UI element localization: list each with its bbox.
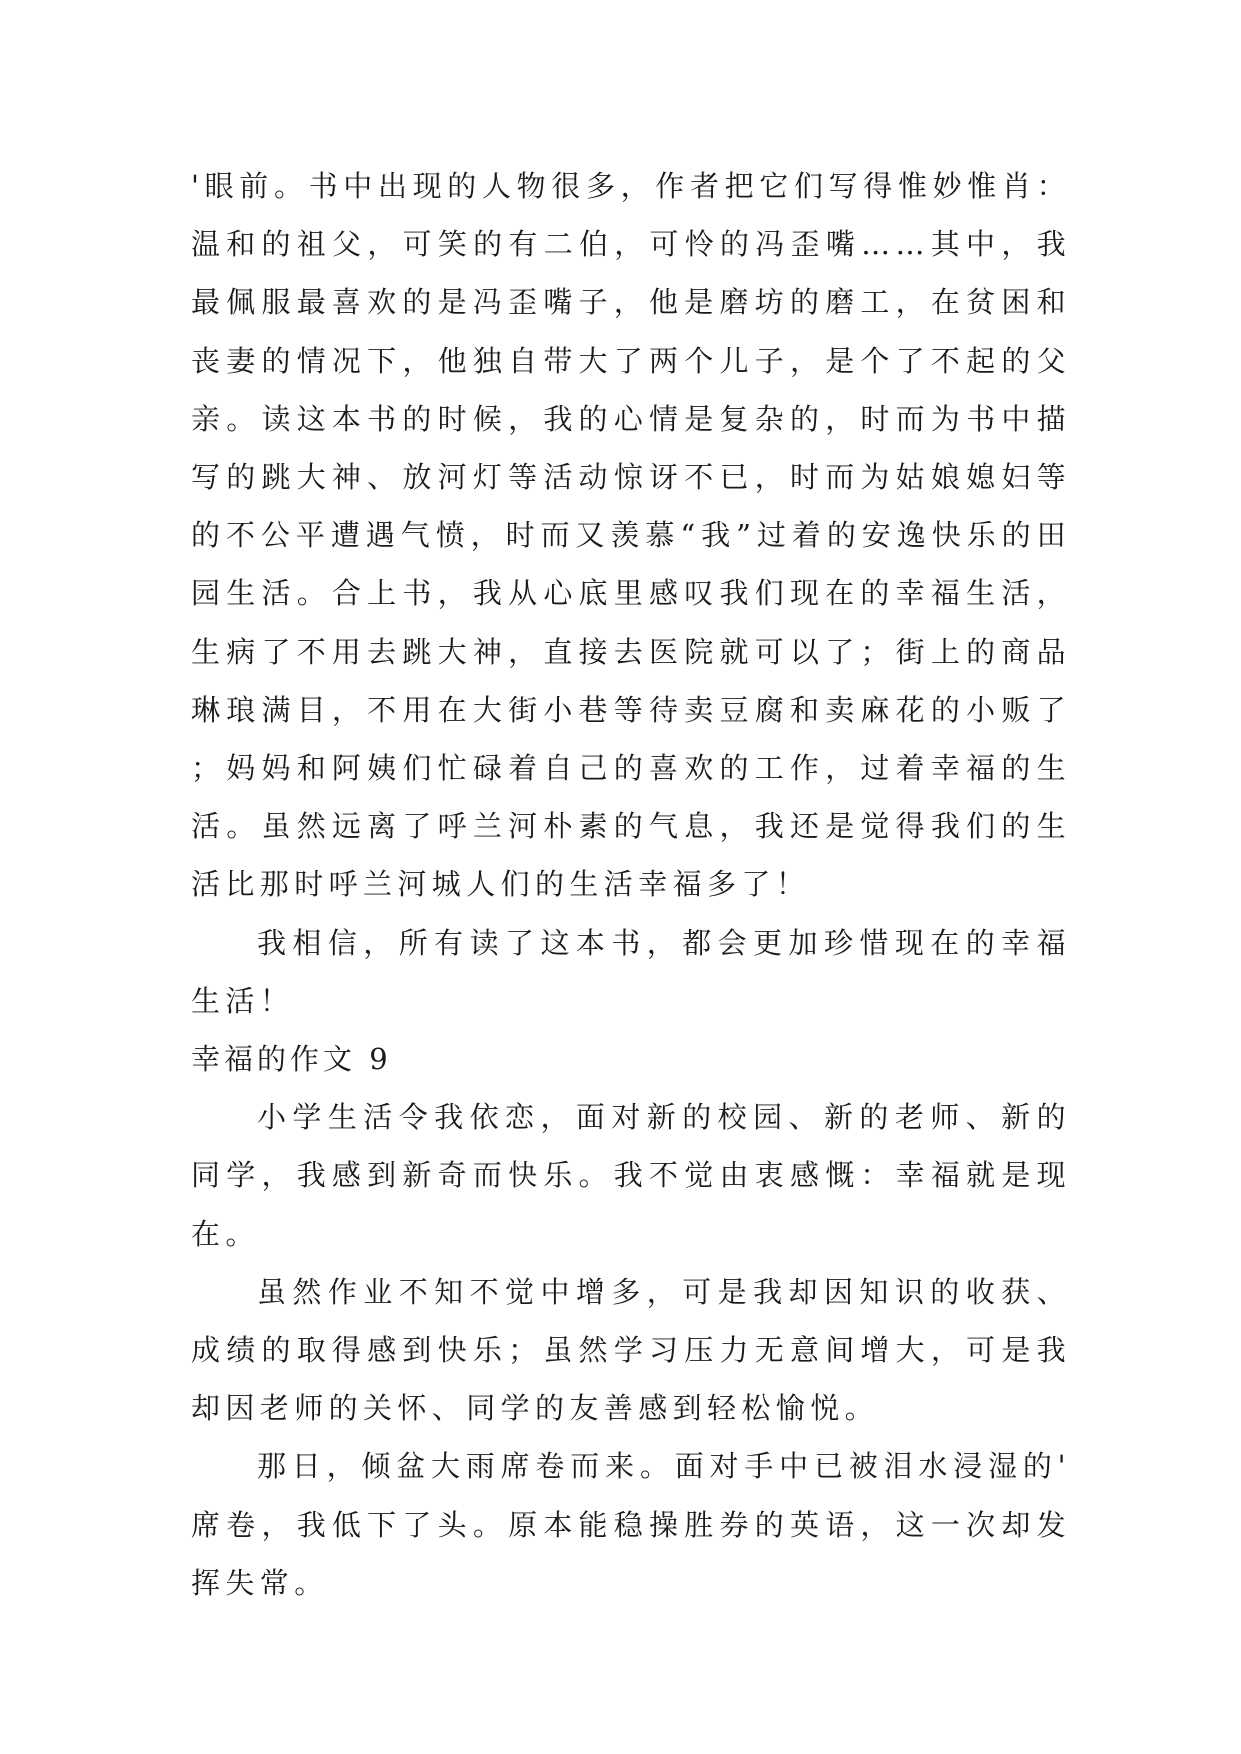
- paragraph: 我相信，所有读了这本书，都会更加珍惜现在的幸福生活！: [191, 925, 1071, 1018]
- paragraph: 虽然作业不知不觉中增多，可是我却因知识的收获、成绩的取得感到快乐；虽然学习压力无意间增大，可是我却因老师的关怀、同学的友善感到轻松愉悦。: [191, 1274, 1071, 1426]
- paragraph: 那日，倾盆大雨席卷而来。面对手中已被泪水浸湿的'席卷，我低下了头。原本能稳操胜券的英语，这一次却发挥失常。: [191, 1449, 1071, 1600]
- paragraph: 小学生活令我依恋，面对新的校园、新的老师、新的同学，我感到新奇而快乐。我不觉由衷感慨：幸福就是现在。: [191, 1100, 1071, 1251]
- paragraph: '眼前。书中出现的人物很多，作者把它们写得惟妙惟肖：温和的祖父，可笑的有二伯，可怜的冯歪嘴……其中，我最佩服最喜欢的是冯歪嘴子，他是磨坊的磨工，在贫困和丧妻的情况下，他独自带大了两个儿子，是个了不起的父亲。读这本书的时候，我的心情是复杂的，时而为书中描写的跳大神、放河灯等活动惊讶不已，时而为姑娘媳妇等的不公平遭遇气愤，时而又羡慕“我”过着的安逸快乐的田园生活。合上书，我从心底里感叹我们现在的幸福生活，生病了不用去跳大神，直接去医院就可以了；街上的商品琳琅满目，不用在大街小巷等待卖豆腐和卖麻花的小贩了；妈妈和阿姨们忙碌着自己的喜欢的工作，过着幸福的生活。虽然远离了呼兰河朴素的气息，我还是觉得我们的生活比那时呼兰河城人们的生活幸福多了！: [191, 169, 1071, 902]
- document-body: [191, 157, 1071, 1612]
- section-heading: 幸福的作文 9: [191, 1042, 392, 1077]
